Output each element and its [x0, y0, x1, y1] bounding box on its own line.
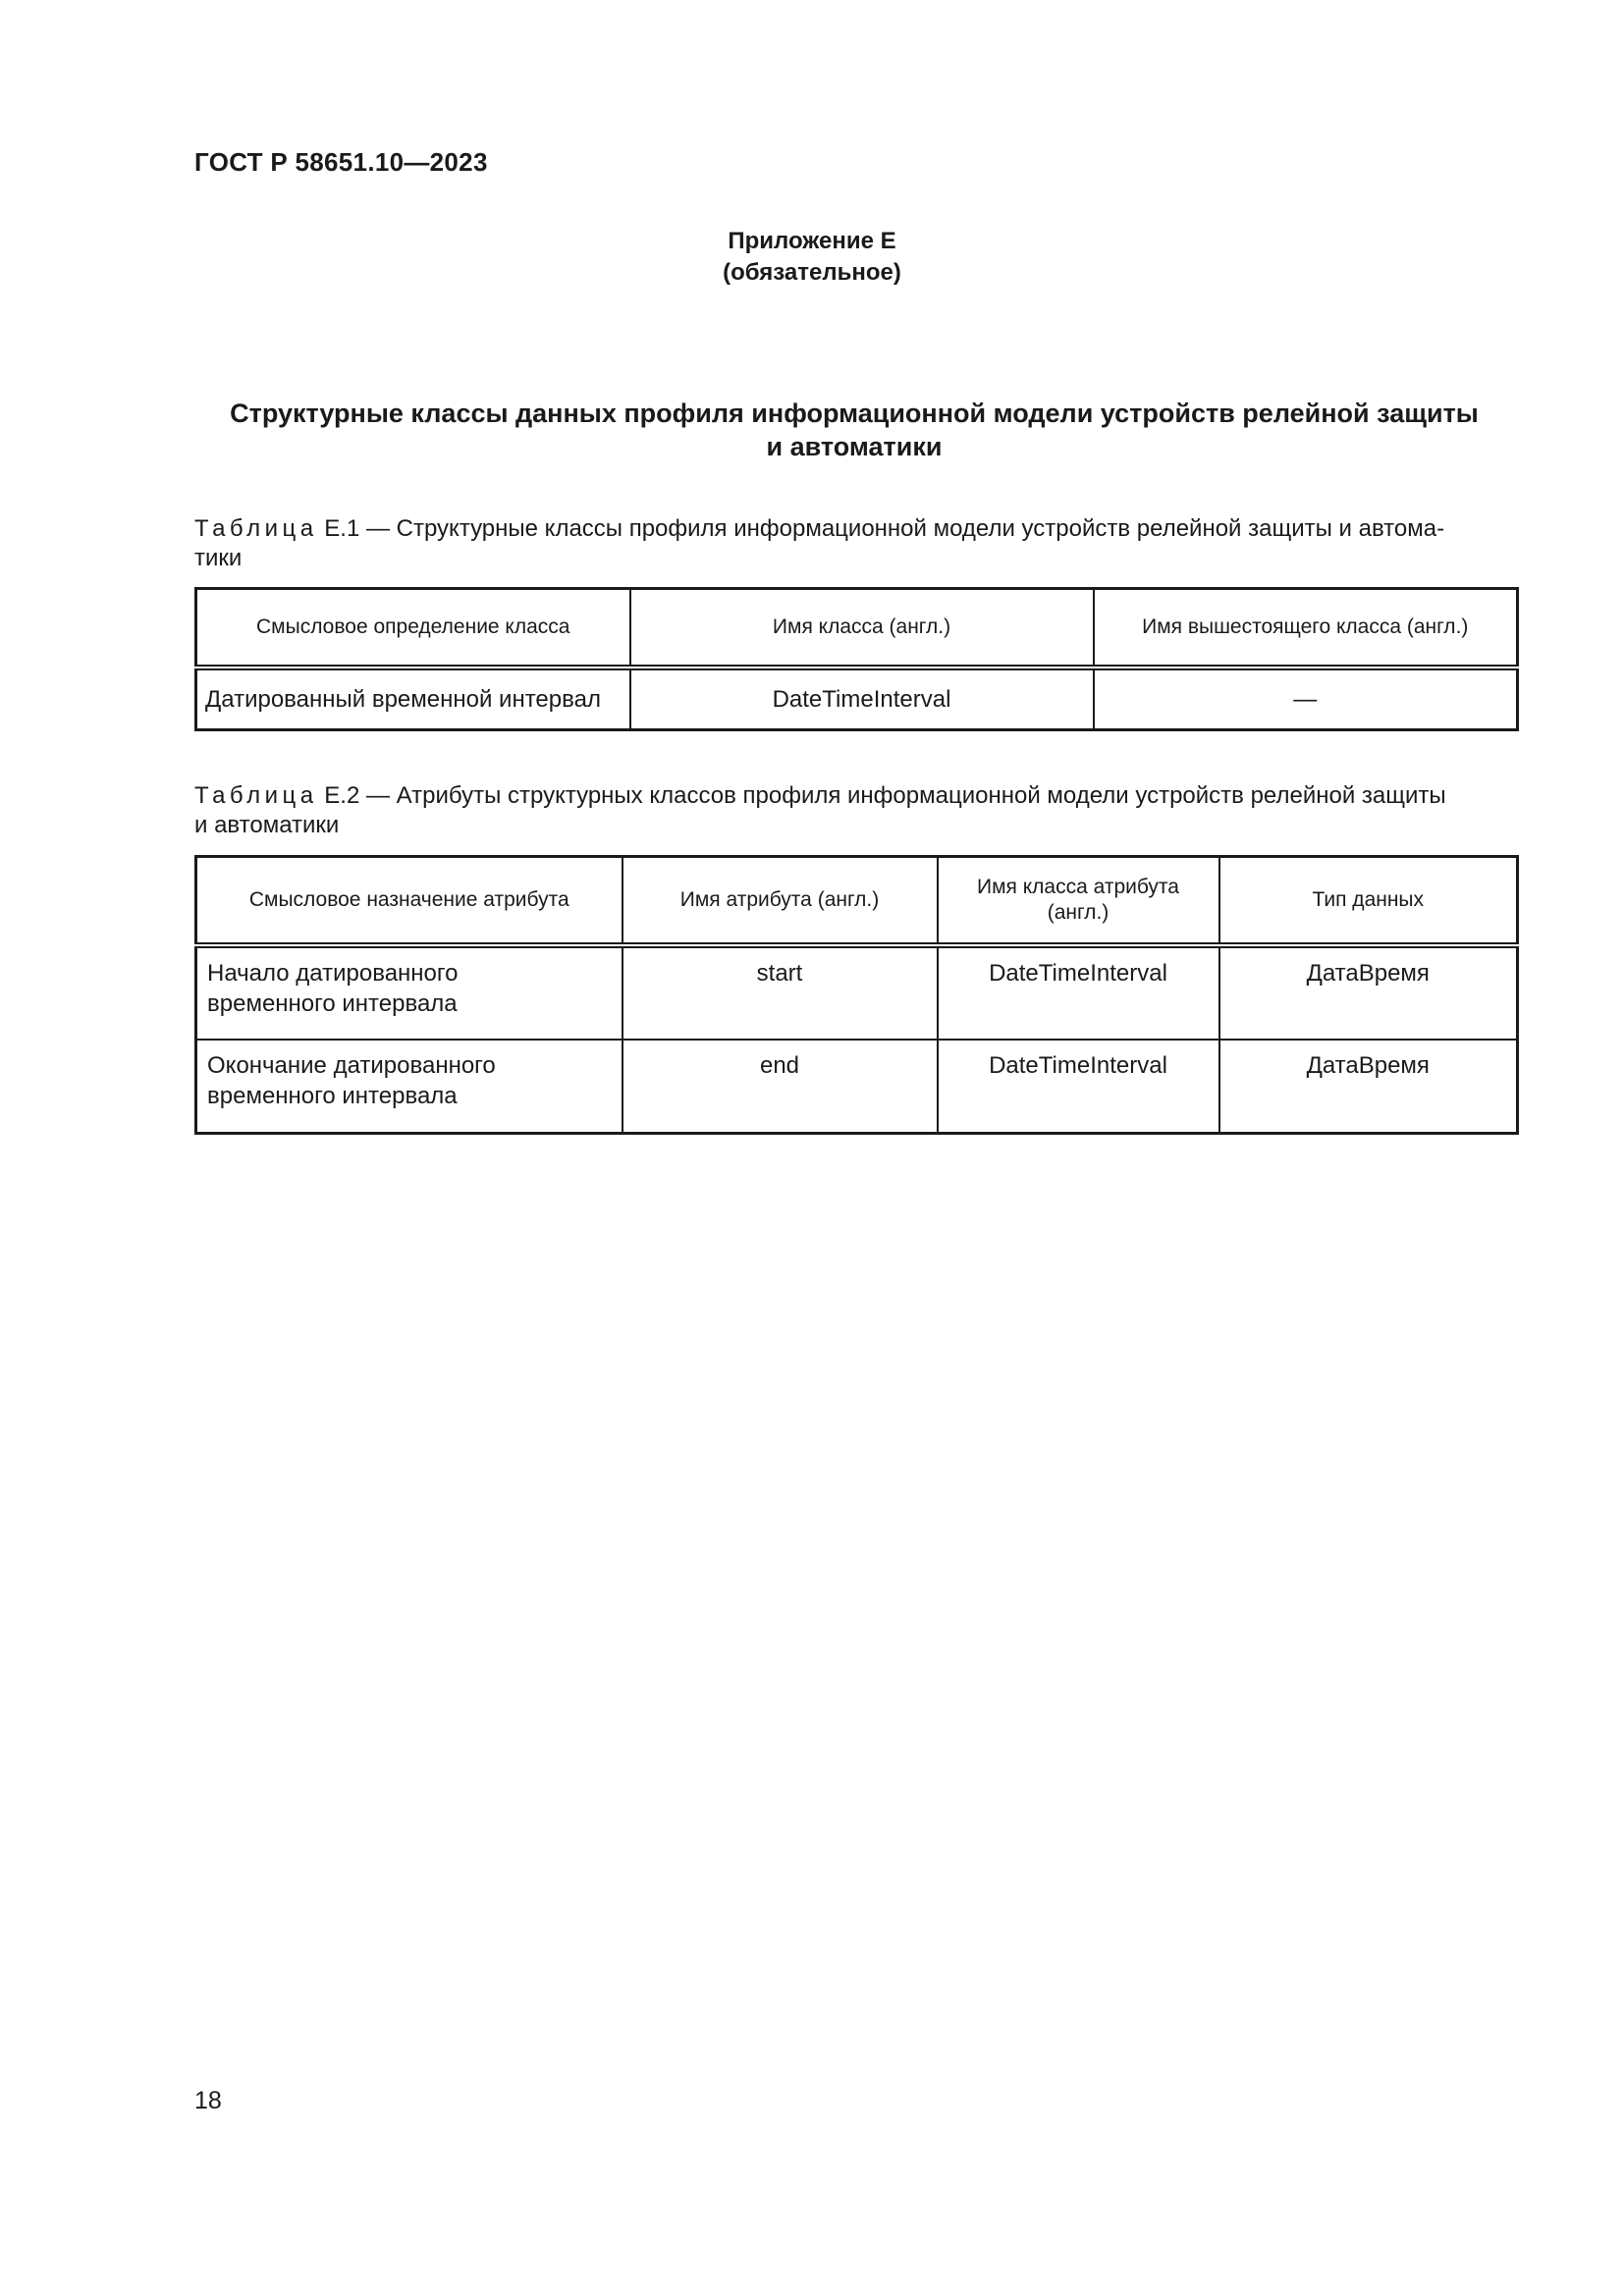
- table-2-header-cell: Смысловое назначение атрибута: [196, 857, 623, 945]
- table-cell: —: [1094, 667, 1518, 730]
- section-title: [194, 397, 1514, 463]
- table-row: [196, 1040, 1518, 1134]
- table-cell-line: Окончание датированного: [207, 1051, 496, 1079]
- section-title-line-2: и автоматики: [766, 432, 943, 461]
- page-number: 18: [194, 2087, 222, 2114]
- table-cell: DateTimeInterval: [630, 667, 1094, 730]
- table-1-caption: [194, 514, 1516, 573]
- table-cell-line: временного интервала: [207, 1082, 458, 1109]
- table-1-header-row: [196, 589, 1518, 667]
- table-2-header-cell: Имя атрибута (англ.): [623, 857, 938, 945]
- table-2-header-cell-line-2: (англ.): [1047, 900, 1110, 924]
- table-cell-line: Начало датированного: [207, 959, 459, 987]
- table-1-caption-word: Таблица: [194, 515, 318, 542]
- table-2-header-cell: Тип данных: [1219, 857, 1518, 945]
- table-2-caption-word: Таблица: [194, 782, 318, 809]
- document-id: ГОСТ Р 58651.10—2023: [194, 147, 488, 177]
- table-1-caption-line-2: тики: [194, 545, 243, 571]
- table-cell: start: [623, 945, 938, 1040]
- table-1-caption-text: Е.1 — Структурные классы профиля информационной модели устройств релейной защиты и автома-: [324, 515, 1445, 542]
- table-2-header-cell: [938, 857, 1219, 945]
- table-2-header-cell-line-1: Имя класса атрибута: [977, 875, 1179, 898]
- table-cell-line: временного интервала: [207, 989, 458, 1017]
- section-title-line-1: Структурные классы данных профиля информационной модели устройств релейной защиты: [230, 399, 1479, 428]
- table-cell: Датированный временной интервал: [196, 667, 630, 730]
- table-cell: ДатаВремя: [1219, 945, 1518, 1040]
- table-cell: end: [623, 1040, 938, 1134]
- table-cell: DateTimeInterval: [938, 945, 1219, 1040]
- table-2-caption-text: Е.2 — Атрибуты структурных классов профиля информационной модели устройств релейной защиты: [324, 782, 1446, 809]
- table-2-caption-line-2: и автоматики: [194, 812, 340, 838]
- table-2-caption-line-1: [194, 781, 1516, 811]
- table-2-header-row: [196, 857, 1518, 945]
- table-2-caption: [194, 781, 1516, 840]
- table-1-header-cell: Имя вышестоящего класса (англ.): [1094, 589, 1518, 667]
- table-row: [196, 667, 1518, 730]
- annex-status: (обязательное): [723, 259, 901, 286]
- table-2: [194, 855, 1519, 1135]
- table-cell: DateTimeInterval: [938, 1040, 1219, 1134]
- table-cell: [196, 1040, 623, 1134]
- table-cell: [196, 945, 623, 1040]
- table-1-caption-line-1: [194, 514, 1516, 544]
- annex-title: Приложение Е: [728, 228, 896, 254]
- table-1-header-cell: Имя класса (англ.): [630, 589, 1094, 667]
- table-1-header-cell: Смысловое определение класса: [196, 589, 630, 667]
- table-1: [194, 587, 1519, 731]
- table-row: [196, 945, 1518, 1040]
- table-cell: ДатаВремя: [1219, 1040, 1518, 1134]
